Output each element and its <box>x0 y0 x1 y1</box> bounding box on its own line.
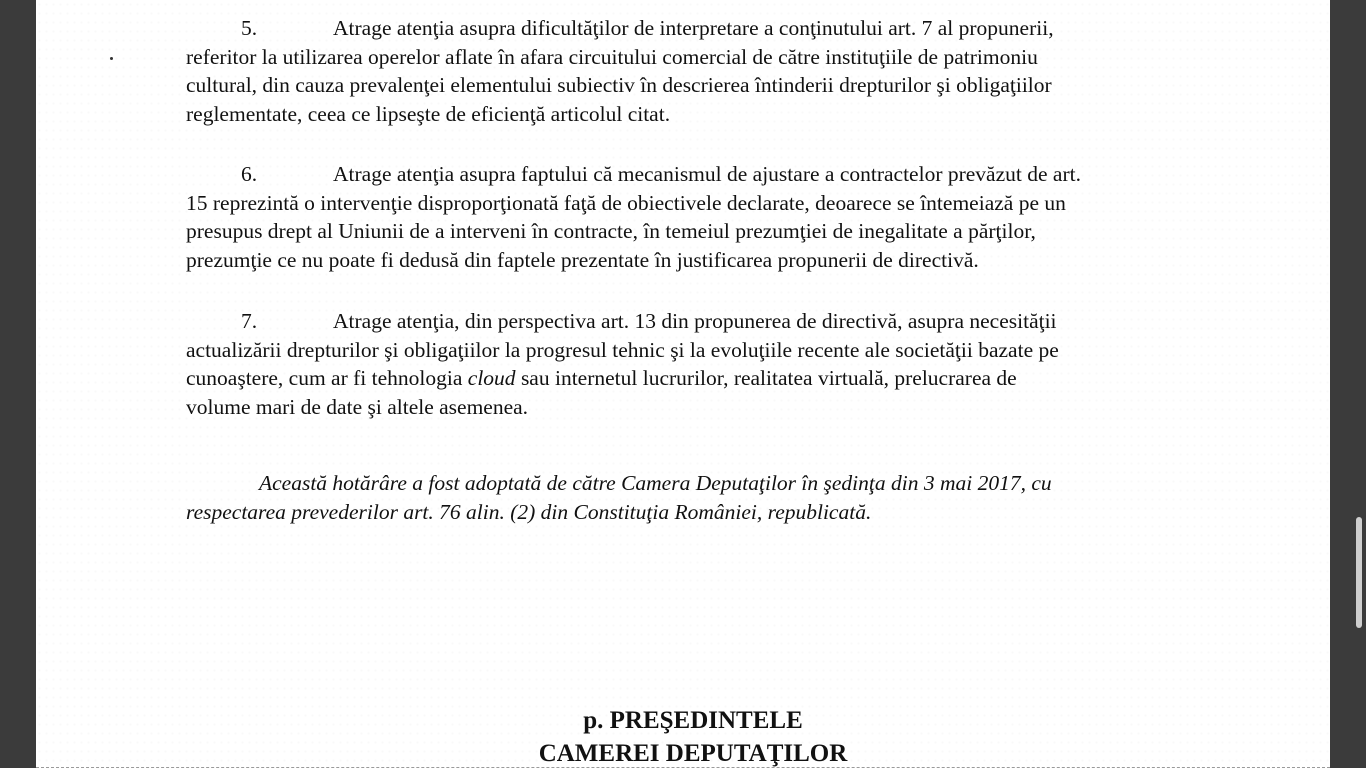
italic-term: cloud <box>467 366 516 390</box>
scrollbar-thumb[interactable] <box>1356 517 1362 628</box>
signature-institution: CAMEREI DEPUTAŢILOR <box>538 740 848 767</box>
signature-block <box>36 704 1350 768</box>
paragraph-first-line <box>186 307 1196 336</box>
paragraph-line: prezumţie ce nu poate fi dedusă din faptele prezentate în justificarea propunerii de directivă. <box>186 247 979 272</box>
note-line <box>186 469 1196 498</box>
line-text: cunoaştere, cum ar fi tehnologia <box>186 366 468 390</box>
paragraph-line: volume mari de date şi altele asemenea. <box>186 394 529 419</box>
line-text: sau internetul lucrurilor, realitatea virtuală, prelucrarea de <box>515 366 1017 390</box>
paragraph-item-5 <box>186 14 1196 128</box>
item-text: Atrage atenţia asupra dificultăţilor de interpretare a conţinutului art. 7 al propunerii, <box>333 16 1054 40</box>
vertical-scrollbar[interactable] <box>1352 0 1366 768</box>
item-number: 6. <box>241 162 258 186</box>
item-number: 5. <box>241 16 258 40</box>
note-line: respectarea prevederilor art. 76 alin. (2) din Constituţia României, republicată. <box>186 499 872 524</box>
paragraph-line: cultural, din cauza prevalenţei elementului subiectiv în descrierea întinderii drepturilor şi obligaţiilor <box>186 73 1052 97</box>
paragraph-first-line <box>186 160 1196 189</box>
paragraph-line: presupus drept al Uniunii de a interveni în contracte, în temeiul prezumţiei de inegalitate a părţilor, <box>186 219 1036 243</box>
document-page <box>36 0 1330 768</box>
paragraph-item-7 <box>186 307 1196 421</box>
paragraph-line: 15 reprezintă o intervenţie disproporţionată faţă de obiectivele declarate, deoarece se întemeiază pe un <box>186 190 1066 215</box>
signature-title: p. PREŞEDINTELE <box>583 707 803 734</box>
paragraph-line: actualizării drepturilor şi obligaţiilor la progresul tehnic şi la evoluţiile recente ale societăţii bazate pe <box>186 337 1059 362</box>
paragraph-line: reglementate, ceea ce lipseşte de eficienţă articolul citat. <box>186 101 671 126</box>
paragraph-line <box>186 364 1196 393</box>
item-text: Atrage atenţia asupra faptului că mecanismul de ajustare a contractelor prevăzut de art. <box>333 162 1081 186</box>
note-text: Această hotărâre a fost adoptată de către Camera Deputaţilor în şedinţa din 3 mai 2017, cu <box>259 471 1052 495</box>
scan-speck <box>110 57 113 60</box>
adoption-note <box>186 469 1196 526</box>
paragraph-first-line <box>186 14 1196 43</box>
item-text: Atrage atenţia, din perspectiva art. 13 din propunerea de directivă, asupra necesităţii <box>333 309 1057 333</box>
paragraph-item-6 <box>186 160 1196 274</box>
paragraph-line: referitor la utilizarea operelor aflate în afara circuitului comercial de către instituţiile de patrimoniu <box>186 44 1038 69</box>
item-number: 7. <box>241 309 258 333</box>
